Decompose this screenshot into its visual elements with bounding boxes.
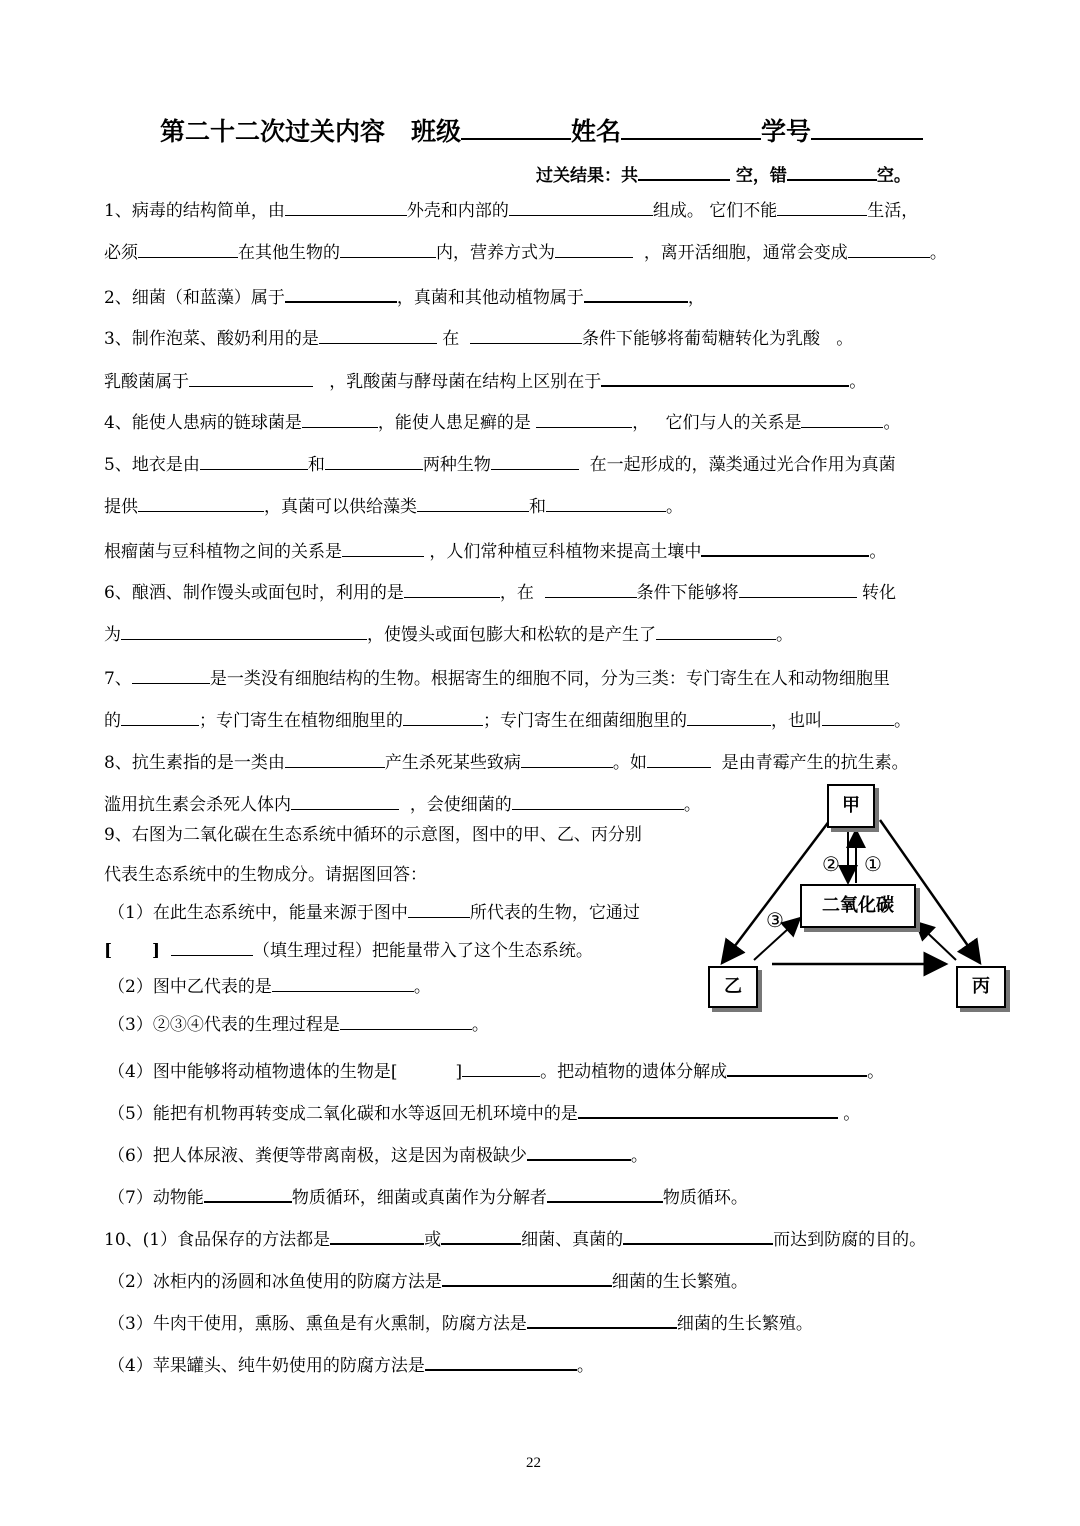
number-blank[interactable] xyxy=(811,117,923,140)
q9-intro2: 代表生态系统中的生物成分。请据图回答： xyxy=(104,865,427,885)
q7-line2: 的 ；专门寄生在植物细胞里的 ；专门寄生在细菌细胞里的 ，也叫 。 xyxy=(104,704,911,736)
blank[interactable] xyxy=(325,448,423,470)
q7-line1: 7、 是一类没有细胞结构的生物。根据寄生的细胞不同，分为三类：专门寄生在人和动物细胞里 xyxy=(104,662,890,694)
q9-s3: （3）②③④代表的生理过程是 。 xyxy=(108,1008,489,1040)
blank[interactable] xyxy=(121,618,367,640)
q1-line2: 必须 在其他生物的 内，营养方式为 ，离开活细胞，通常会变成 。 xyxy=(104,236,947,268)
box-bing: 丙 xyxy=(956,966,1006,1008)
q2-line: 2、细菌（和蓝藻）属于 ，真菌和其他动植物属于 ， xyxy=(104,280,705,313)
blank[interactable] xyxy=(425,1348,577,1371)
blank[interactable] xyxy=(340,1008,472,1030)
q9-s2: （2）图中乙代表的是 。 xyxy=(108,970,431,1002)
class-label: 班级 xyxy=(411,117,462,146)
q10-s1: 10、(1）食品保存的方法都是 或 细菌、真菌的 而达到防腐的目的。 xyxy=(104,1222,926,1255)
q9-s1-line1: （1）在此生态系统中，能量来源于图中 所代表的生物，它通过 xyxy=(108,896,640,928)
blank[interactable] xyxy=(536,406,632,428)
blank[interactable] xyxy=(545,576,637,598)
q10-s2: （2）冰柜内的汤圆和冰鱼使用的防腐方法是 细菌的生长繁殖。 xyxy=(108,1264,748,1297)
q9-s5: （5）能把有机物再转变成二氧化碳和水等返回无机环境中的是 。 xyxy=(108,1096,860,1129)
blank[interactable] xyxy=(302,406,378,428)
q6-line2: 为 ，使馒头或面包膨大和松软的是产生了 。 xyxy=(104,618,793,650)
q9-intro1: 9、右图为二氧化碳在生态系统中循环的示意图，图中的甲、乙、丙分别 xyxy=(104,825,642,845)
blank[interactable] xyxy=(727,1054,867,1077)
q10-s4: （4）苹果罐头、纯牛奶使用的防腐方法是 。 xyxy=(108,1348,594,1381)
q8-line2: 滥用抗生素会杀死人体内 ，会使细菌的 。 xyxy=(104,788,701,820)
q3-line1: 3、制作泡菜、酸奶利用的是 在 条件下能够将葡萄糖转化为乳酸 。 xyxy=(104,322,853,354)
q10-s3: （3）牛肉干使用，熏肠、熏鱼是有火熏制，防腐方法是 细菌的生长繁殖。 xyxy=(108,1306,813,1339)
q9-s1-line2: [ ] （填生理过程）把能量带入了这个生态系统。 xyxy=(104,934,593,966)
blank[interactable] xyxy=(121,704,199,726)
blank[interactable] xyxy=(578,1096,838,1119)
q5-line3: 根瘤菌与豆科植物之间的关系是 ，人们常种植豆科植物来提高土壤中 。 xyxy=(104,534,886,567)
q9-s7: （7）动物能 物质循环，细菌或真菌作为分解者 物质循环。 xyxy=(108,1180,748,1213)
blank[interactable] xyxy=(442,1264,612,1287)
q5-line1: 5、地衣是由 和 两种生物 在一起形成的，藻类通过光合作用为真菌 xyxy=(104,448,896,480)
q9-s4: （4）图中能够将动植物遗体的生物是[ ] 。把动植物的遗体分解成 。 xyxy=(108,1054,884,1087)
blank[interactable] xyxy=(417,490,529,512)
blank[interactable] xyxy=(546,490,666,512)
q8-line1: 8、抗生素指的是一类由 产生杀死某些致病 。如 是由青霉产生的抗生素。 xyxy=(104,746,909,778)
blank[interactable] xyxy=(462,1055,540,1077)
blank[interactable] xyxy=(272,970,414,992)
blank[interactable] xyxy=(739,576,857,598)
q5-line2: 提供 ，真菌可以供给藻类 和 。 xyxy=(104,490,683,522)
blank[interactable] xyxy=(403,704,483,726)
q4-line: 4、能使人患病的链球菌是 ，能使人患足癣的是 ， 它们与人的关系是 。 xyxy=(104,406,900,438)
blank[interactable] xyxy=(647,746,711,768)
blank[interactable] xyxy=(200,448,308,470)
co2-cycle-diagram xyxy=(700,780,1020,1020)
blank[interactable] xyxy=(701,534,869,557)
blank[interactable] xyxy=(404,576,500,598)
blank[interactable] xyxy=(491,448,579,470)
total-blank[interactable] xyxy=(638,158,730,181)
blank[interactable] xyxy=(340,236,436,258)
blank[interactable] xyxy=(527,1306,677,1329)
blank[interactable] xyxy=(512,788,684,810)
box-yi: 乙 xyxy=(708,966,758,1008)
blank[interactable] xyxy=(777,194,867,216)
blank[interactable] xyxy=(601,364,849,387)
page-title: 第二十二次过关内容 班级 姓名 学号 xyxy=(160,112,1040,152)
blank[interactable] xyxy=(470,322,582,344)
blank[interactable] xyxy=(189,365,313,387)
blank[interactable] xyxy=(584,280,688,303)
blank[interactable] xyxy=(656,618,776,640)
class-blank[interactable] xyxy=(461,117,571,140)
blank[interactable] xyxy=(822,704,894,726)
box-co2: 二氧化碳 xyxy=(800,884,916,928)
label-1: ① xyxy=(864,852,882,876)
blank[interactable] xyxy=(138,490,264,512)
blank[interactable] xyxy=(285,746,385,768)
blank[interactable] xyxy=(527,1138,631,1161)
blank[interactable] xyxy=(171,934,253,956)
blank[interactable] xyxy=(848,236,930,258)
label-3: ③ xyxy=(766,908,784,932)
result-line: 过关结果：共 空，错 空。 xyxy=(536,158,911,191)
blank[interactable] xyxy=(555,236,633,258)
blank[interactable] xyxy=(204,1180,292,1203)
q3-line2: 乳酸菌属于 ，乳酸菌与酵母菌在结构上区别在于 。 xyxy=(104,364,866,397)
blank[interactable] xyxy=(547,1180,663,1203)
blank[interactable] xyxy=(687,704,771,726)
box-jia: 甲 xyxy=(827,784,875,828)
blank[interactable] xyxy=(330,1222,424,1245)
blank[interactable] xyxy=(801,406,883,428)
blank[interactable] xyxy=(408,896,470,918)
q1-line1: 1、病毒的结构简单，由 外壳和内部的 组成。 它们不能 生活， xyxy=(104,194,918,226)
blank[interactable] xyxy=(319,322,437,344)
number-label: 学号 xyxy=(761,117,812,146)
blank[interactable] xyxy=(623,1222,773,1245)
blank[interactable] xyxy=(285,280,397,303)
blank[interactable] xyxy=(521,746,613,768)
blank[interactable] xyxy=(441,1222,521,1245)
blank[interactable] xyxy=(138,236,238,258)
arrow-bing-co2 xyxy=(916,922,956,960)
q9-s6: （6）把人体尿液、粪便等带离南极，这是因为南极缺少 。 xyxy=(108,1138,648,1171)
blank[interactable] xyxy=(132,662,210,684)
name-label: 姓名 xyxy=(571,117,622,146)
blank[interactable] xyxy=(509,194,653,216)
blank[interactable] xyxy=(285,194,407,216)
page-number: 22 xyxy=(526,1455,541,1471)
name-blank[interactable] xyxy=(621,117,761,140)
blank[interactable] xyxy=(291,788,399,810)
wrong-blank[interactable] xyxy=(787,158,877,181)
blank[interactable] xyxy=(342,535,424,557)
label-2: ② xyxy=(822,852,840,876)
q6-line1: 6、酿酒、制作馒头或面包时，利用的是 ，在 条件下能够将 转化 xyxy=(104,576,896,608)
